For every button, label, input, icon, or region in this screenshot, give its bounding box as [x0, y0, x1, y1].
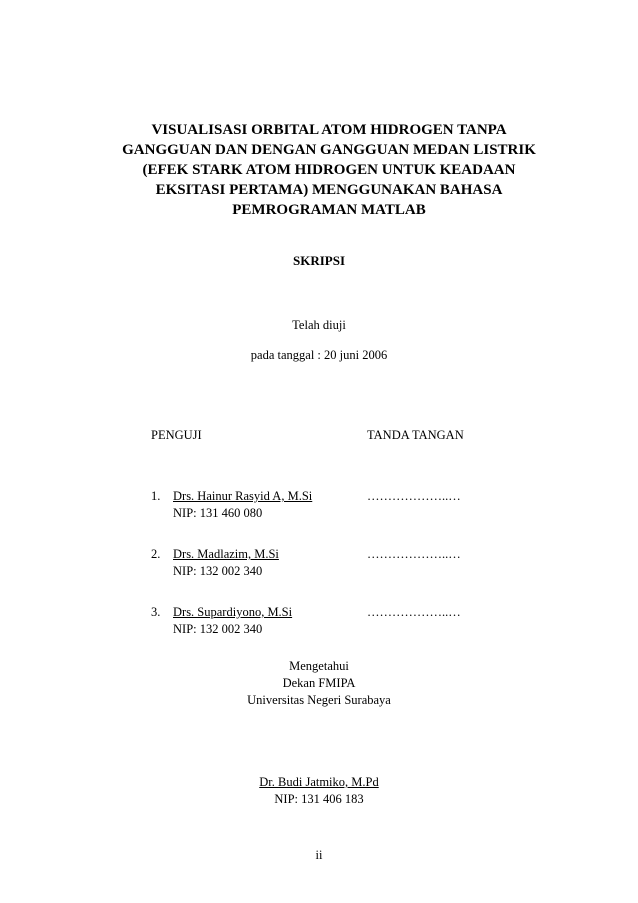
signature-line: ………………..… — [367, 489, 461, 503]
examiner-name: Drs. Hainur Rasyid A, M.Si — [173, 489, 313, 503]
signature-line: ………………..… — [367, 547, 461, 561]
examiner-nip: NIP: 132 002 340 — [173, 622, 263, 636]
examiner-number: 1. — [151, 489, 161, 503]
dean-name: Dr. Budi Jatmiko, M.Pd — [259, 775, 379, 789]
title-line: EKSITASI PERTAMA) MENGGUNAKAN BAHASA — [155, 182, 503, 198]
tested-label: Telah diuji — [292, 318, 346, 332]
title-line: (EFEK STARK ATOM HIDROGEN UNTUK KEADAAN — [142, 162, 516, 178]
thesis-title — [100, 120, 558, 220]
examiner-nip: NIP: 132 002 340 — [173, 564, 263, 578]
tested-date: pada tanggal : 20 juni 2006 — [250, 348, 388, 362]
approval-line: Mengetahui — [289, 659, 349, 673]
document-type: SKRIPSI — [292, 253, 346, 268]
dean-nip: NIP: 131 406 183 — [274, 792, 364, 806]
approval-line: Dekan FMIPA — [282, 676, 356, 690]
signature-line: ………………..… — [367, 605, 461, 619]
approval-line: Universitas Negeri Surabaya — [247, 693, 391, 707]
title-line: PEMROGRAMAN MATLAB — [232, 202, 426, 218]
signature-header: TANDA TANGAN — [367, 428, 464, 442]
page-number: ii — [315, 848, 323, 862]
dean-name-row — [0, 775, 638, 790]
examiner-name: Drs. Supardiyono, M.Si — [173, 605, 293, 619]
examiner-name: Drs. Madlazim, M.Si — [173, 547, 279, 561]
examiner-number: 2. — [151, 547, 161, 561]
examiner-header: PENGUJI — [151, 428, 202, 442]
examiner-nip: NIP: 131 460 080 — [173, 506, 263, 520]
examiner-number: 3. — [151, 605, 161, 619]
title-line: GANGGUAN DAN DENGAN GANGGUAN MEDAN LISTRIK — [122, 142, 536, 158]
title-line: VISUALISASI ORBITAL ATOM HIDROGEN TANPA — [151, 122, 507, 138]
